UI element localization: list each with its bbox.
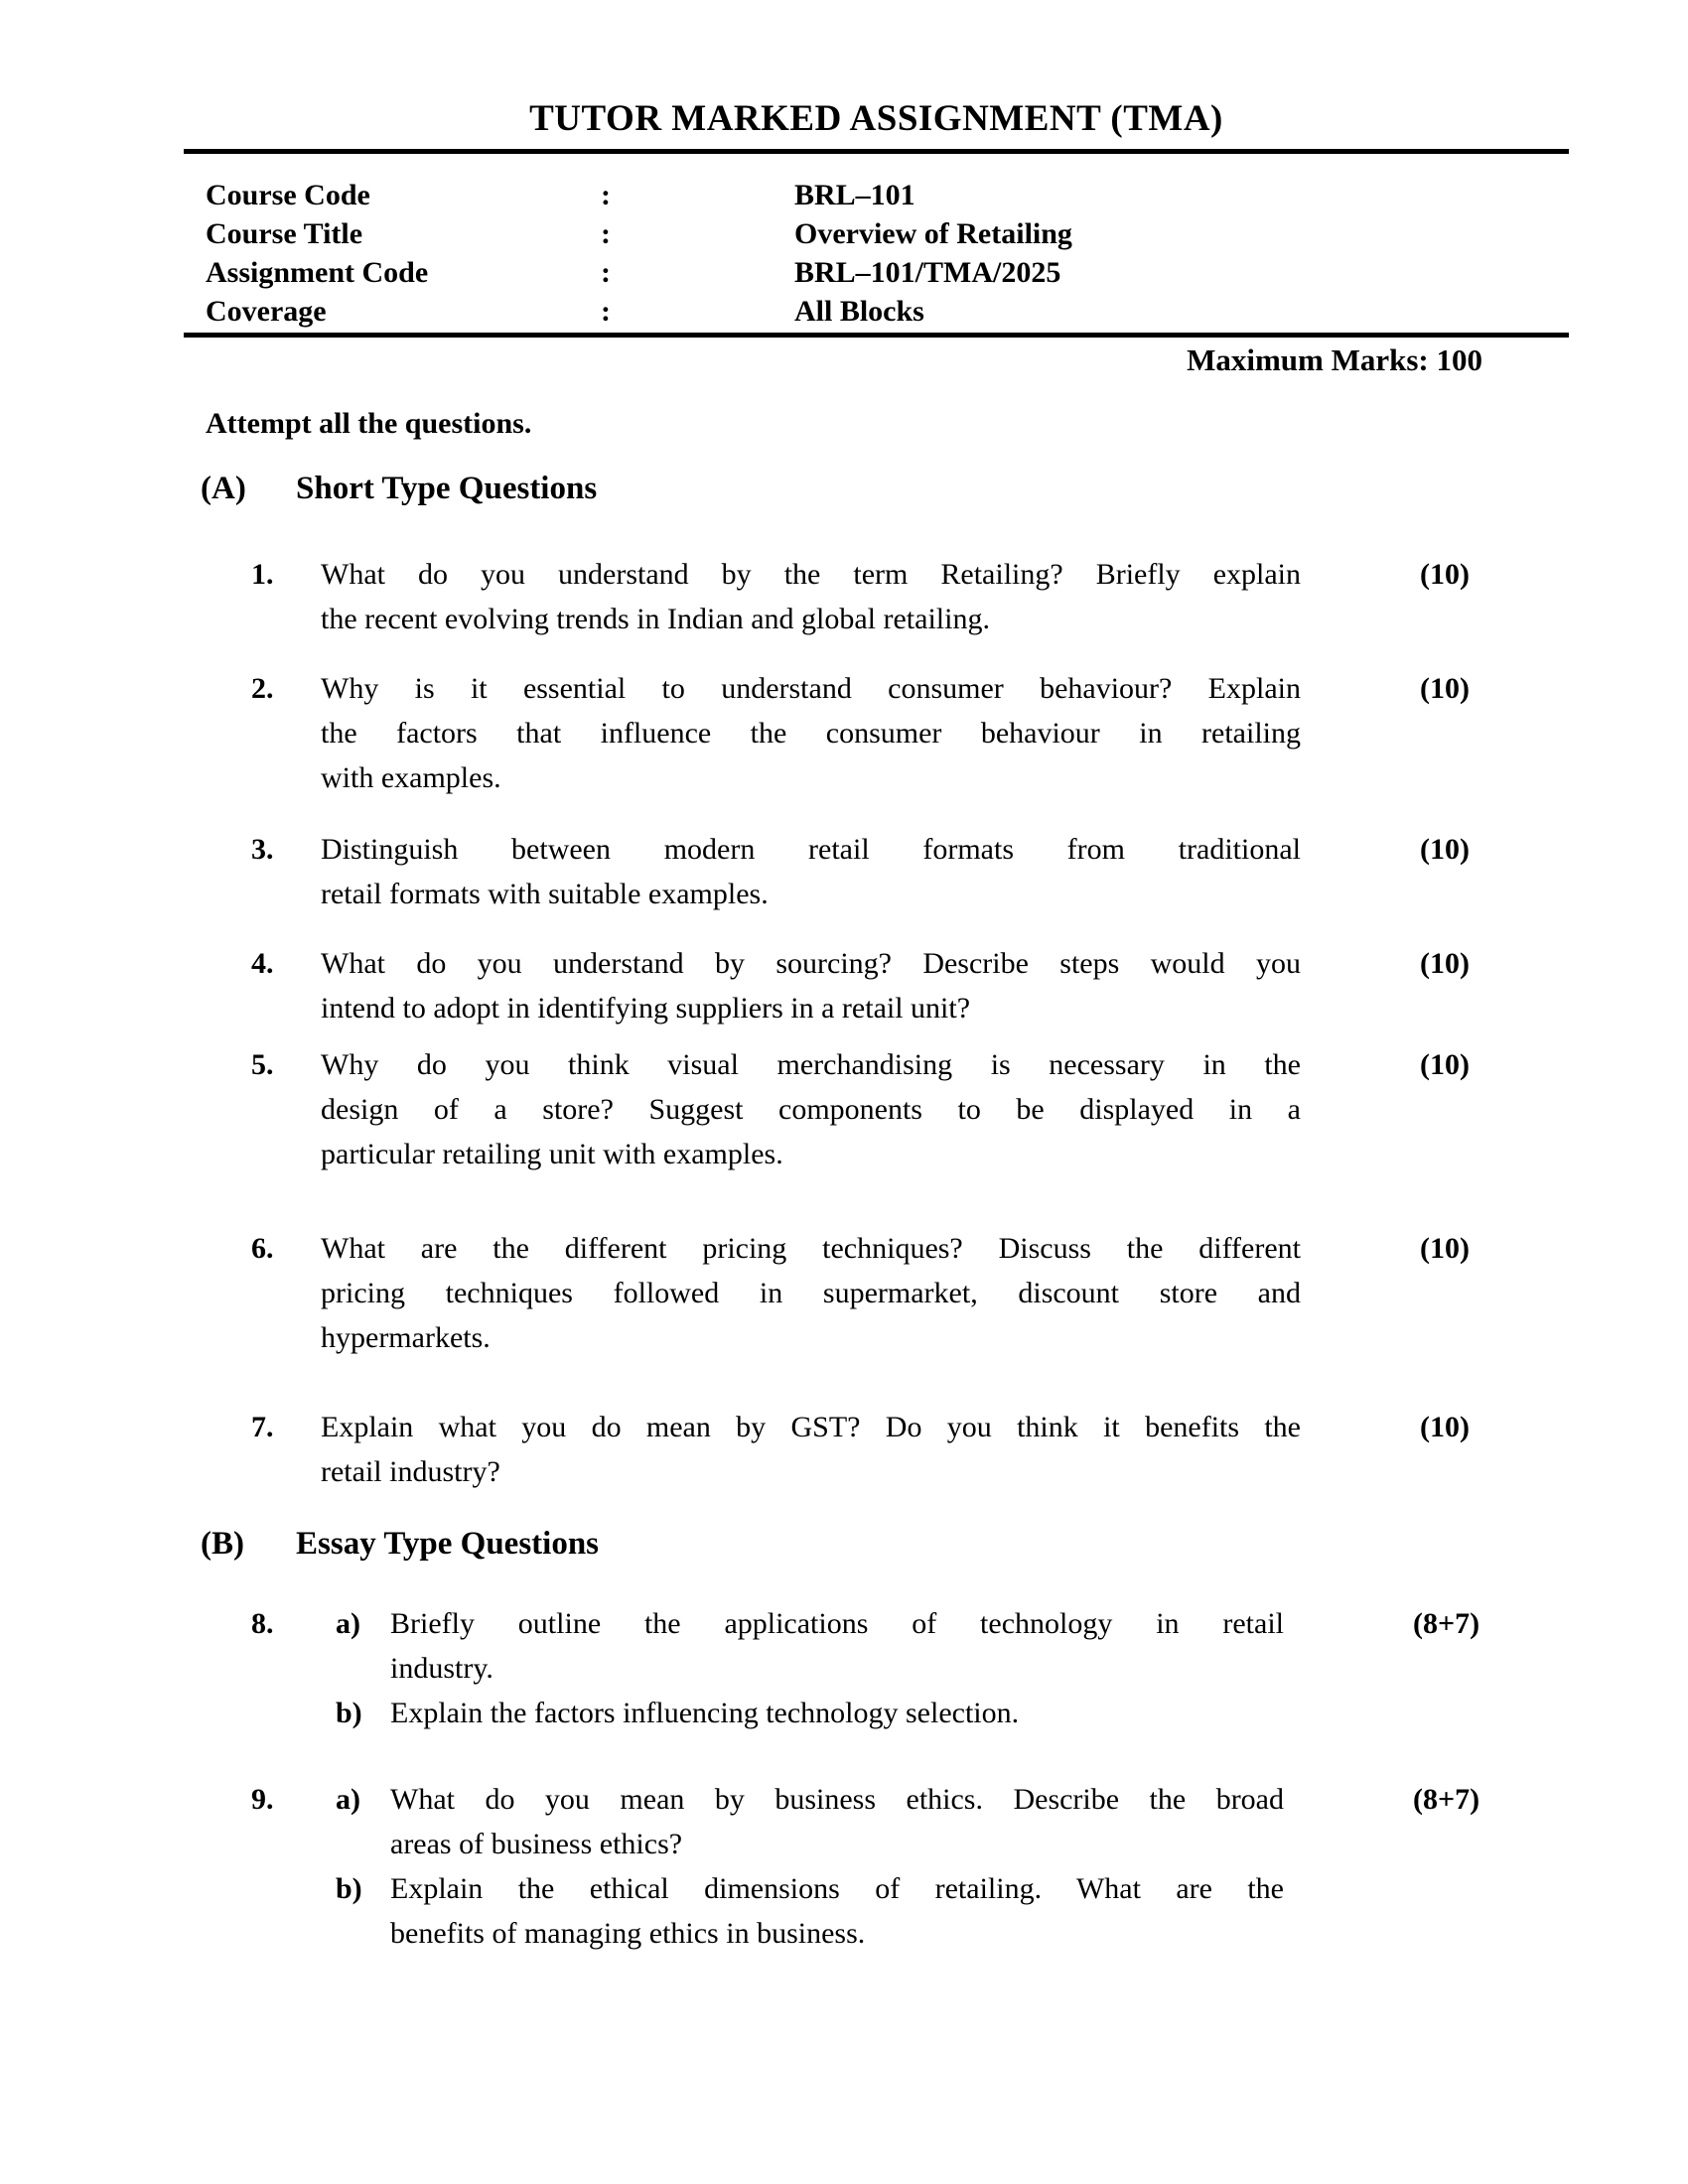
question-line: retail formats with suitable examples. [321,878,769,910]
question-number: 4. [251,947,274,980]
max-marks: Maximum Marks: 100 [1187,342,1482,377]
course-code-label: Course Code [206,179,370,211]
question-marks: (8+7) [1413,1783,1480,1816]
question-number: 1. [251,558,274,591]
question-text [321,941,1301,1030]
question-line: What are the different pricing techniques? Discuss the different [321,1232,1301,1265]
part-letter: a) [336,1783,360,1816]
question-item-4 [184,941,1569,1030]
section-a-heading [184,469,1569,508]
course-info-row [184,214,1569,253]
assignment-code-label: Assignment Code [206,256,429,289]
question-line: pricing techniques followed in supermarket, discount store and [321,1277,1301,1309]
question-marks: (10) [1420,1232,1470,1265]
course-code-value: BRL–101 [794,179,915,211]
question-line: intend to adopt in identifying suppliers in a retail unit? [321,992,971,1024]
course-info-table [184,176,1569,331]
question-text [321,1405,1301,1494]
section-b-heading [184,1524,1569,1564]
question-item-9 [184,1777,1569,1956]
part-letter: b) [336,1697,362,1729]
question-number: 2. [251,672,274,705]
question-number: 3. [251,833,274,866]
question-line: industry. [390,1652,493,1685]
colon-separator: : [601,256,611,289]
question-part-a [184,1601,1569,1691]
question-marks: (10) [1420,672,1470,705]
question-text [321,1042,1301,1176]
question-text [321,666,1301,800]
question-marks: (10) [1420,1048,1470,1081]
question-line: Briefly outline the applications of technology in retail [390,1607,1284,1640]
question-marks: (10) [1420,1411,1470,1443]
question-number: 8. [251,1607,274,1640]
question-line: the recent evolving trends in Indian and global retailing. [321,603,990,635]
question-number: 9. [251,1783,274,1816]
question-text [390,1691,1284,1735]
question-part-b [184,1866,1569,1956]
question-part-a [184,1777,1569,1866]
question-line: the factors that influence the consumer behaviour in retailing [321,717,1301,750]
course-info-row [184,253,1569,292]
coverage-label: Coverage [206,295,327,328]
question-line: Why is it essential to understand consumer behaviour? Explain [321,672,1301,705]
page-content [184,0,1569,1956]
part-letter: a) [336,1607,360,1640]
question-line: areas of business ethics? [390,1828,683,1860]
header-divider-top [184,149,1569,154]
question-text [321,552,1301,641]
course-info-row [184,292,1569,331]
coverage-value: All Blocks [794,295,924,328]
question-number: 7. [251,1411,274,1443]
colon-separator: : [601,217,611,250]
section-a-title: Short Type Questions [296,471,598,506]
section-a-label: (A) [201,471,246,506]
question-marks: (10) [1420,558,1470,591]
question-item-5 [184,1042,1569,1176]
question-marks: (10) [1420,947,1470,980]
question-line: particular retailing unit with examples. [321,1138,783,1170]
colon-separator: : [601,179,611,211]
part-letter: b) [336,1872,362,1905]
question-text [390,1866,1284,1956]
question-item-2 [184,666,1569,800]
question-part-b [184,1691,1569,1735]
question-line: retail industry? [321,1455,500,1488]
instructions: Attempt all the questions. [206,407,532,440]
section-b-title: Essay Type Questions [296,1526,600,1562]
question-item-8 [184,1601,1569,1735]
question-line: design of a store? Suggest components to be displayed in a [321,1093,1301,1126]
page-title: TUTOR MARKED ASSIGNMENT (TMA) [529,98,1223,139]
question-item-1 [184,552,1569,641]
question-line: What do you mean by business ethics. Describe the broad [390,1783,1284,1816]
question-text [390,1777,1284,1866]
question-text [390,1601,1284,1691]
assignment-code-value: BRL–101/TMA/2025 [794,256,1061,289]
question-number: 5. [251,1048,274,1081]
question-marks: (8+7) [1413,1607,1480,1640]
course-title-value: Overview of Retailing [794,217,1072,250]
question-text [321,827,1301,916]
header-divider-bottom [184,333,1569,338]
question-line: with examples. [321,761,501,794]
course-info-row [184,176,1569,214]
question-item-3 [184,827,1569,916]
question-line: Distinguish between modern retail formats from traditional [321,833,1301,866]
question-item-7 [184,1405,1569,1494]
question-line: Explain the ethical dimensions of retailing. What are the [390,1872,1284,1905]
question-line: Explain the factors influencing technology selection. [390,1697,1020,1729]
question-line: Explain what you do mean by GST? Do you think it benefits the [321,1411,1301,1443]
question-item-6 [184,1226,1569,1360]
colon-separator: : [601,295,611,328]
question-line: Why do you think visual merchandising is necessary in the [321,1048,1301,1081]
question-line: What do you understand by sourcing? Describe steps would you [321,947,1301,980]
question-line: hypermarkets. [321,1321,491,1354]
question-line: What do you understand by the term Retailing? Briefly explain [321,558,1301,591]
section-b-label: (B) [201,1526,244,1562]
question-line: benefits of managing ethics in business. [390,1917,866,1950]
question-text [321,1226,1301,1360]
question-number: 6. [251,1232,274,1265]
course-title-label: Course Title [206,217,363,250]
question-marks: (10) [1420,833,1470,866]
